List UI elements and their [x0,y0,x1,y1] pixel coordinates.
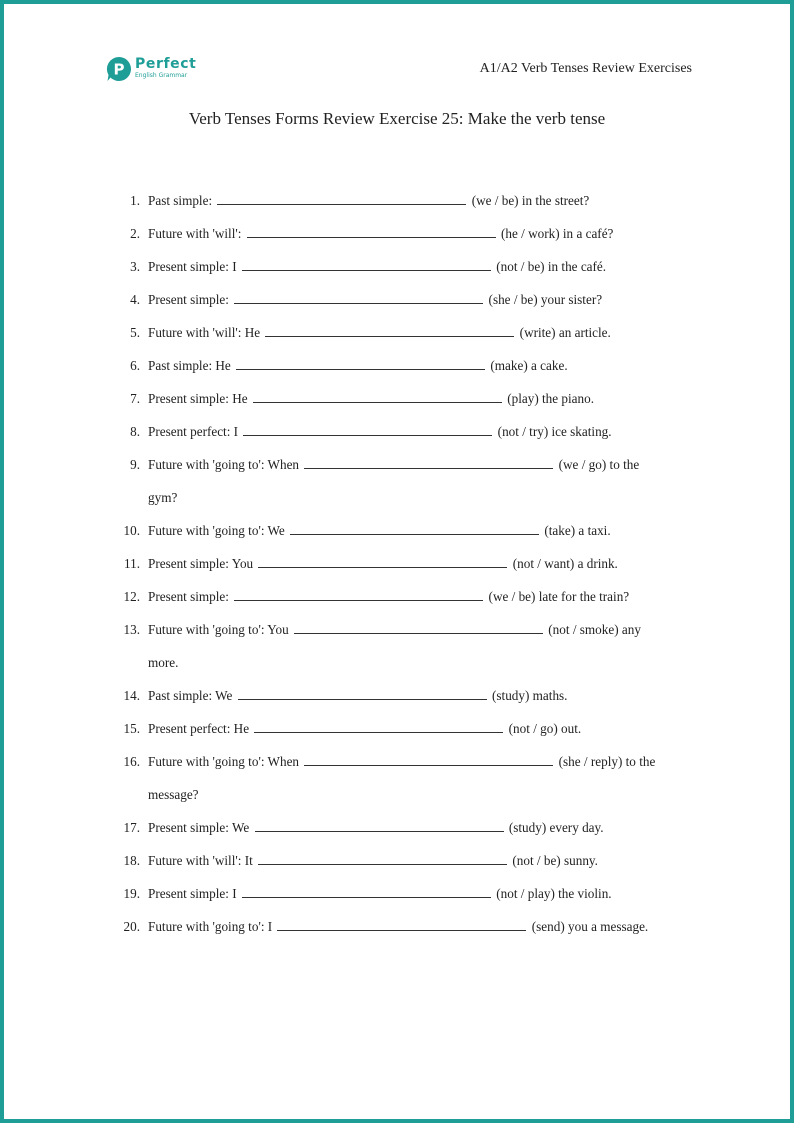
exercise-sentence [148,811,604,844]
exercise-sentence [148,250,606,283]
exercise-prompt: Present simple: You [148,556,254,571]
exercise-number: 12. [123,589,140,604]
exercise-sentence [148,745,655,778]
exercise-cue: (write) an article. [519,325,611,340]
exercise-prompt: Present simple: He [148,391,248,406]
exercise-continuation-line [4,481,790,514]
exercise-line [4,679,790,712]
exercise-cue: (we / be) in the street? [471,193,590,208]
exercise-item [4,316,790,349]
exercise-line [4,382,790,415]
exercise-number: 7. [130,391,140,406]
exercise-item [4,580,790,613]
exercise-line [4,250,790,283]
answer-blank[interactable] [234,587,483,601]
exercise-item [4,448,790,514]
exercise-sentence [148,877,612,910]
logo [106,56,206,88]
exercise-prompt: Future with 'going to': We [148,523,285,538]
exercise-cue: (send) you a message. [531,919,649,934]
exercise-number: 14. [123,688,140,703]
exercise-number: 4. [130,292,140,307]
exercise-sentence [148,580,629,613]
answer-blank[interactable] [247,224,496,238]
exercise-cue: (make) a cake. [490,358,568,373]
exercise-number: 18. [123,853,140,868]
answer-blank[interactable] [258,554,507,568]
exercise-sentence [148,448,639,481]
exercise-item [4,745,790,811]
exercise-item [4,613,790,679]
exercise-item [4,679,790,712]
answer-blank[interactable] [238,686,487,700]
exercise-line [4,316,790,349]
exercise-cue: (we / go) to the [558,457,640,472]
exercise-line [4,745,790,778]
exercise-sentence [148,613,641,646]
logo-letter: P [113,60,125,79]
exercise-continuation-line [4,778,790,811]
page-title: Verb Tenses Forms Review Exercise 25: Make the verb tense [188,109,606,128]
exercise-prompt: Future with 'will': He [148,325,261,340]
exercise-line [4,448,790,481]
exercise-line [4,283,790,316]
exercise-prompt: Present perfect: He [148,721,250,736]
logo-wordmark: Perfect [135,56,197,72]
exercise-item [4,217,790,250]
exercise-cue: (study) every day. [508,820,604,835]
answer-blank[interactable] [258,851,507,865]
exercise-prompt: Future with 'going to': I [148,919,273,934]
answer-blank[interactable] [277,917,526,931]
exercise-cue: (play) the piano. [507,391,595,406]
exercise-item [4,811,790,844]
exercise-sentence [148,316,611,349]
exercise-sentence [148,712,581,745]
header-title: A1/A2 Verb Tenses Review Exercises [479,61,692,76]
exercise-cue: (not / try) ice skating. [497,424,612,439]
exercise-prompt: Past simple: He [148,358,231,373]
exercise-sentence [148,514,611,547]
exercise-number: 11. [124,556,140,571]
exercise-item [4,877,790,910]
exercise-number: 20. [123,919,140,934]
exercise-continuation: message? [148,787,199,802]
exercise-line [4,877,790,910]
exercise-sentence [148,184,589,217]
exercise-item [4,184,790,217]
exercise-cue: (he / work) in a café? [501,226,614,241]
exercise-cue: (not / want) a drink. [512,556,618,571]
exercise-item [4,547,790,580]
exercise-number: 2. [130,226,140,241]
exercise-number: 9. [130,457,140,472]
answer-blank[interactable] [242,257,491,271]
exercise-prompt: Present simple: [148,589,229,604]
exercise-continuation: more. [148,655,179,670]
exercise-item [4,250,790,283]
exercise-cue: (not / be) in the café. [496,259,607,274]
answer-blank[interactable] [242,884,491,898]
exercise-line [4,514,790,547]
exercise-prompt: Present simple: I [148,886,237,901]
answer-blank[interactable] [243,422,492,436]
exercise-number: 13. [123,622,140,637]
answer-blank[interactable] [236,356,485,370]
exercise-prompt: Future with 'going to': You [148,622,289,637]
exercise-sentence [148,217,613,250]
exercise-sentence [148,349,568,382]
exercise-sentence [148,679,567,712]
exercise-number: 17. [123,820,140,835]
answer-blank[interactable] [265,323,514,337]
exercise-number: 10. [123,523,140,538]
exercise-cue: (not / go) out. [508,721,582,736]
exercise-cue: (not / be) sunny. [512,853,598,868]
exercise-item [4,415,790,448]
exercise-cue: (she / be) your sister? [488,292,603,307]
exercise-prompt: Future with 'will': It [148,853,253,868]
exercise-item [4,844,790,877]
exercise-number: 6. [130,358,140,373]
exercise-cue: (study) maths. [492,688,568,703]
exercise-item [4,382,790,415]
exercise-prompt: Future with 'going to': When [148,754,300,769]
exercise-line [4,349,790,382]
exercise-number: 8. [130,424,140,439]
answer-blank[interactable] [290,521,539,535]
exercise-cue: (take) a taxi. [544,523,611,538]
exercise-item [4,910,790,943]
answer-blank[interactable] [294,620,543,634]
exercise-prompt: Past simple: We [148,688,233,703]
answer-blank[interactable] [253,389,502,403]
answer-blank[interactable] [304,752,553,766]
exercise-number: 16. [123,754,140,769]
answer-blank[interactable] [234,290,483,304]
exercise-line [4,184,790,217]
exercise-sentence [148,382,594,415]
exercise-line [4,580,790,613]
exercise-sentence [148,283,602,316]
exercise-sentence [148,844,598,877]
exercise-number: 3. [130,259,140,274]
exercise-continuation: gym? [148,490,178,505]
exercise-item [4,712,790,745]
exercise-number: 5. [130,325,140,340]
exercise-number: 1. [130,193,140,208]
logo-icon [106,56,132,82]
exercise-line [4,613,790,646]
exercise-item [4,283,790,316]
exercise-line [4,811,790,844]
exercise-line [4,415,790,448]
exercise-line [4,712,790,745]
exercise-line [4,217,790,250]
exercise-continuation-line [4,646,790,679]
exercise-prompt: Future with 'will': [148,226,242,241]
exercise-prompt: Past simple: [148,193,213,208]
exercise-line [4,910,790,943]
exercise-sentence [148,547,618,580]
exercise-number: 19. [123,886,140,901]
exercise-prompt: Present simple: I [148,259,237,274]
exercise-prompt: Present simple: We [148,820,250,835]
exercise-cue: (we / be) late for the train? [488,589,630,604]
answer-blank[interactable] [255,818,504,832]
exercise-sentence [148,910,648,943]
logo-tagline: English Grammar [135,72,188,79]
exercise-line [4,844,790,877]
exercise-list [4,184,790,943]
answer-blank[interactable] [304,455,553,469]
exercise-cue: (not / smoke) any [548,622,641,637]
exercise-item [4,349,790,382]
exercise-line [4,547,790,580]
exercise-item [4,514,790,547]
exercise-number: 15. [123,721,140,736]
exercise-sentence [148,415,612,448]
exercise-prompt: Future with 'going to': When [148,457,300,472]
answer-blank[interactable] [217,191,466,205]
worksheet-page [4,4,790,1119]
answer-blank[interactable] [254,719,503,733]
exercise-prompt: Present simple: [148,292,229,307]
exercise-cue: (she / reply) to the [558,754,656,769]
exercise-cue: (not / play) the violin. [496,886,612,901]
exercise-prompt: Present perfect: I [148,424,239,439]
